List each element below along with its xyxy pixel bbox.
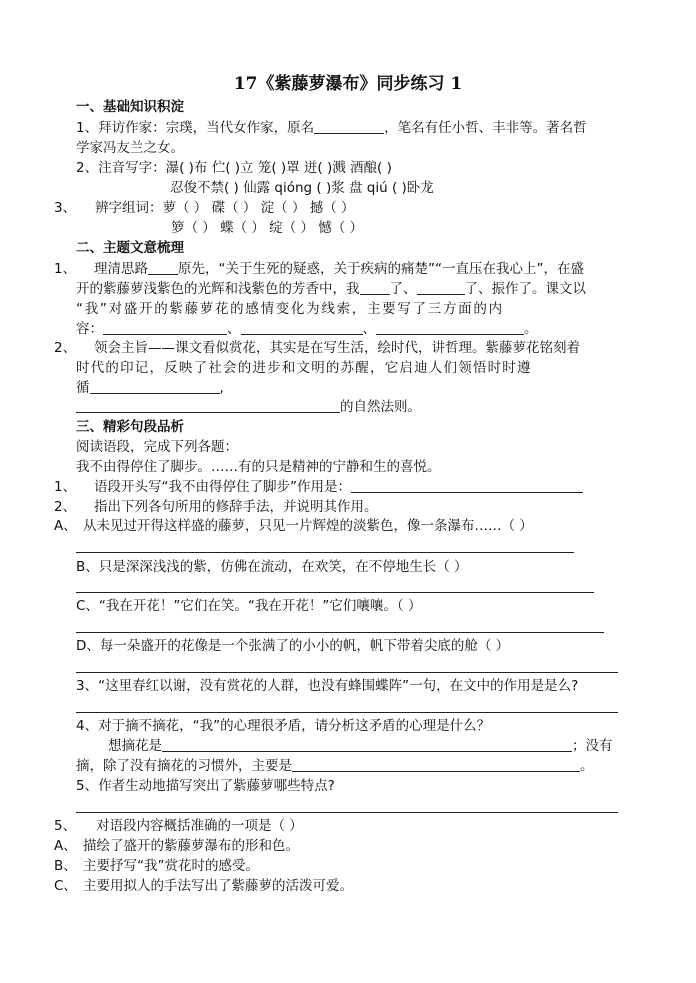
option-a-text: 描绘了盛开的紫藤萝瀑布的形和色。 bbox=[83, 838, 299, 854]
s2-item-1-line-1 bbox=[94, 261, 584, 278]
s2-item-2-text-c: 循 bbox=[76, 380, 90, 396]
option-b-text: 主要抒写“我”赏花时的感受。 bbox=[83, 858, 259, 874]
s3-q6-text: 对语段内容概括准确的一项是（ ） bbox=[96, 818, 303, 834]
s3-q4-text-b: ；没有 bbox=[572, 738, 613, 754]
s3-q3-text: 3、“这里春红以谢，没有赏花的人群，也没有蜂围蝶阵”一句，在文中的作用是是么? bbox=[76, 678, 579, 694]
option-a-label: A、 bbox=[54, 838, 77, 854]
answer-line-a bbox=[76, 552, 574, 553]
q3-line-2: 箩（ ） 蝶（ ） 绽（ ） 憾（ ） bbox=[171, 220, 364, 236]
s2-item-1-text-c: 开的紫藤萝浅紫色的光辉和浅紫色的芳香中，我 bbox=[76, 281, 360, 297]
s3-item-a-label: A、 bbox=[54, 518, 77, 534]
s2-item-2-number: 2、 bbox=[54, 340, 77, 356]
s2-item-1-line-4: 容： 、 、 。 bbox=[76, 321, 538, 337]
s2-item-1-text: 原先，“关于生死的疑惑，关于疾病的痛楚”“一直压在我心上”，在盛 bbox=[178, 261, 584, 277]
answer-line-c bbox=[76, 632, 604, 633]
s2-blank-6 bbox=[90, 380, 220, 394]
s3-item-c-text: C、“我在开花！”它们在笑。“我在开花！”它们嚷嚷。（ ） bbox=[76, 598, 422, 614]
s2-blank-1 bbox=[360, 281, 390, 295]
q1-blank bbox=[314, 120, 384, 134]
s2-item-1-text-d: 了、 bbox=[389, 281, 417, 297]
answer-line-q5 bbox=[76, 812, 618, 813]
section-1-heading: 一、基础知识积淀 bbox=[76, 99, 184, 115]
s2-item-2-line-3: 循 , bbox=[76, 380, 224, 396]
s3-q4-blank-1 bbox=[162, 738, 572, 752]
q3-number: 3、 bbox=[54, 200, 77, 216]
q1-text-b: ，笔名有任小哲、丰非等。著名哲 bbox=[384, 120, 587, 136]
q3-line-1: 辨字组词：萝（ ） 碟（ ） 淀（ ） 撼（ ） bbox=[95, 200, 355, 216]
q1-text-a: 1、拜访作家：宗璞，当代女作家，原名 bbox=[76, 120, 315, 136]
s3-q2-number: 2、 bbox=[54, 499, 77, 515]
option-c-label: C、 bbox=[54, 878, 77, 894]
s3-q5-text: 5、作者生动地描写突出了紫藤萝哪些特点? bbox=[76, 778, 335, 794]
s3-q1-line bbox=[94, 479, 583, 496]
s2-item-1-line-2 bbox=[76, 281, 586, 298]
q1-line-1 bbox=[76, 120, 587, 137]
s2-item-1-number: 1、 bbox=[54, 261, 77, 277]
option-b-label: B、 bbox=[54, 858, 77, 874]
s3-q2-text: 指出下列各句所用的修辞手法，并说明其作用。 bbox=[94, 499, 378, 515]
answer-line-b bbox=[76, 592, 594, 593]
s3-q4-text: 4、对于摘不摘花，“我”的心理很矛盾，请分析这矛盾的心理是什么？ bbox=[76, 718, 491, 734]
s3-item-b-text: B、只是深深浅浅的紫，仿佛在流动，在欢笑，在不停地生长（ ） bbox=[76, 559, 468, 575]
s3-item-d-text: D、每一朵盛开的花像是一个张满了的小小的帆，帆下带着尖底的舱（ ） bbox=[76, 638, 510, 654]
option-c-text: 主要用拟人的手法写出了紫藤萝的活泼可爱。 bbox=[83, 878, 353, 894]
s3-q4-blank-2 bbox=[292, 758, 580, 772]
s3-q4-text-a: 想摘花是 bbox=[108, 738, 162, 754]
s2-blank-5 bbox=[376, 321, 524, 335]
s3-item-a-text: 从未见过开得这样盛的藤萝，只见一片辉煌的淡紫色，像一条瀑布……（ ） bbox=[83, 518, 533, 534]
s2-blank-7 bbox=[76, 399, 340, 413]
s3-q4-text-d: 。 bbox=[580, 758, 594, 774]
s2-item-1-line-3: “我”对盛开的紫藤萝花的感情变化为线索，主要写了三方面的内 bbox=[76, 301, 504, 317]
s2-blank-3 bbox=[103, 321, 227, 335]
q2-line-2: 忍俊不禁( ) 仙露 qióng ( )浆 盘 qiú ( )卧龙 bbox=[170, 180, 434, 196]
reading-intro: 阅读语段，完成下列各题： bbox=[76, 439, 238, 455]
answer-line-q3 bbox=[76, 712, 618, 713]
s2-item-2-line-2: 时代的印记，反映了社会的进步和文明的苏醒，它启迪人们领悟时时遵 bbox=[76, 360, 532, 376]
s3-q1-text: 语段开头写“我不由得停住了脚步”作用是： bbox=[94, 479, 351, 495]
section-3-heading: 三、精彩句段品析 bbox=[76, 419, 184, 435]
section-2-heading: 二、主题文意梳理 bbox=[76, 240, 184, 256]
s2-item-1-text-g: 容： bbox=[76, 321, 103, 337]
s3-q4-line-1 bbox=[108, 738, 613, 755]
s3-q1-blank bbox=[351, 479, 583, 493]
answer-line-d bbox=[76, 672, 618, 673]
q2-line-1: 2、注音写字：瀑( )布 伫( )立 笼( )罩 迸( )溅 酒酿( ) bbox=[76, 160, 392, 176]
s3-q4-line-2 bbox=[76, 758, 594, 775]
s2-item-1-dash-blank bbox=[148, 261, 178, 275]
s2-item-2-line-4 bbox=[76, 399, 421, 416]
s2-item-2-text-d: 的自然法则。 bbox=[340, 399, 421, 415]
s3-q4-text-c: 摘，除了没有摘花的习惯外，主要是 bbox=[76, 758, 292, 774]
reading-passage: 我不由得停住了脚步。……有的只是精神的宁静和生的喜悦。 bbox=[76, 459, 441, 475]
q1-text-c: 学家冯友兰之女。 bbox=[76, 140, 184, 156]
s2-item-1-text-e: 了、振作了。课文以 bbox=[464, 281, 586, 297]
s3-q1-number: 1、 bbox=[54, 479, 77, 495]
page-title: 17《紫藤萝瀑布》同步练习 1 bbox=[233, 74, 463, 94]
s2-blank-2 bbox=[417, 281, 465, 295]
s2-blank-4 bbox=[241, 321, 363, 335]
s2-item-2-line-1: 领会主旨——课文看似赏花，其实是在写生活，绘时代，讲哲理。紫藤萝花铭刻着 bbox=[94, 340, 580, 356]
s2-item-1-label: 理清思路 bbox=[94, 261, 148, 277]
s3-q6-number: 5、 bbox=[54, 818, 77, 834]
